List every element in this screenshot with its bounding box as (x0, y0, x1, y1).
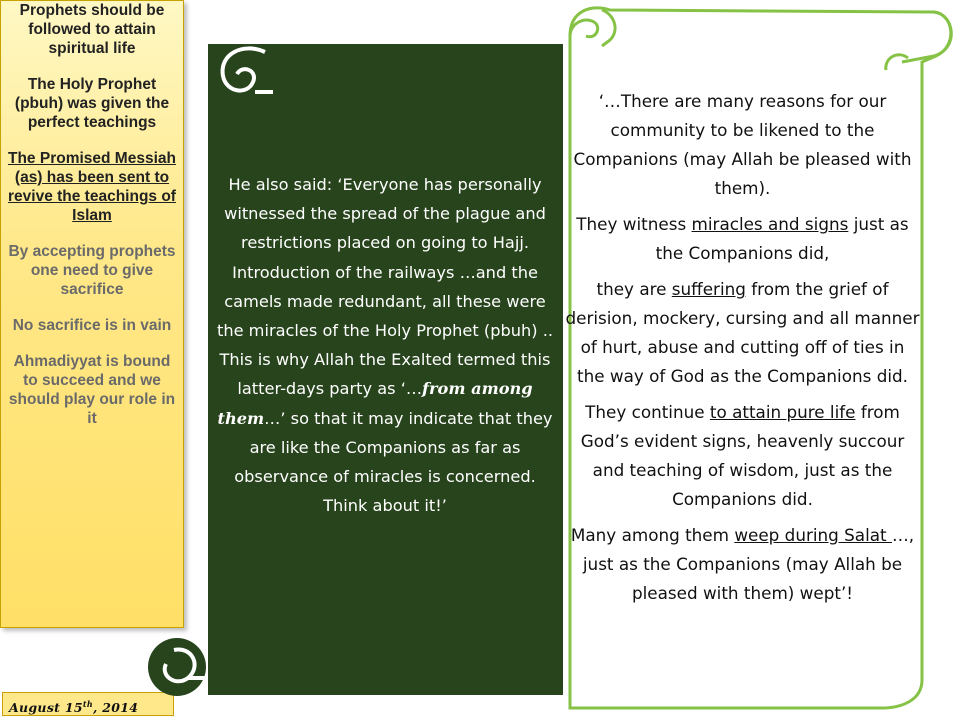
scroll-curl-bottom-icon (144, 636, 210, 698)
scroll-curl-top-icon (215, 44, 273, 102)
reasons-text (565, 87, 920, 615)
reason-pure-life (565, 398, 920, 514)
reason-intro: ‘…There are many reasons for our community to be likened to the Companions (may Allah be pleased with them). (573, 91, 912, 198)
text-span: Many among them (570, 525, 735, 545)
quote-text (214, 170, 556, 520)
text-span: They witness (576, 214, 692, 234)
sidebar-item: Ahmadiyyat is bound to succeed and we should play our role in it (8, 353, 176, 427)
text-span: …, just as the Companions (may Allah be pleased with them) wept’! (582, 525, 915, 603)
text-span: from God’s evident signs, heavenly succour and teaching of wisdom, just as the Companions did. (580, 402, 905, 509)
reason-suffering (565, 275, 920, 391)
sidebar-item: No sacrifice is in vain (12, 317, 172, 334)
text-span: They continue (585, 402, 710, 422)
date-main: August 15 (9, 700, 83, 716)
quote-text-start: He also said: ‘Everyone has personally witnessed the spread of the plague and restrictions placed on going to Hajj. Introduction of the railways …and the camels made redundant, all these were the miracles of the Holy Prophet (pbuh) .. This is why Allah the Exalted termed this latter-days party as ‘… (216, 175, 554, 399)
text-span: they are (596, 279, 672, 299)
underlined-phrase: miracles and signs (691, 214, 849, 234)
summary-sidebar (0, 0, 184, 628)
reason-weeping (565, 521, 920, 608)
underlined-phrase: suffering (671, 279, 746, 299)
sidebar-item: Prophets should be followed to attain spiritual life (19, 2, 165, 57)
date-year: , 2014 (93, 700, 139, 716)
underlined-phrase: weep during Salat (734, 525, 892, 545)
sidebar-item-current: The Promised Messiah (as) has been sent to revive the teachings of Islam (8, 150, 176, 224)
reason-miracles (565, 210, 920, 268)
underlined-phrase: to attain pure life (709, 402, 856, 422)
text-span: just as the Companions did, (655, 214, 909, 263)
quote-emphasis: from among them (217, 379, 533, 428)
date-suffix: th (82, 699, 93, 709)
quote-text-end: …’ so that it may indicate that they are like the Companions as far as observance of miracles is concerned. Think about it!’ (234, 408, 553, 516)
text-span: from the grief of derision, mockery, cursing and all manner of hurt, abuse and cutting off of ties in the way of God as the Companions did. (565, 279, 920, 386)
sidebar-item: By accepting prophets one need to give sacrifice (8, 243, 176, 298)
sidebar-item: The Holy Prophet (pbuh) was given the perfect teachings (14, 76, 170, 131)
